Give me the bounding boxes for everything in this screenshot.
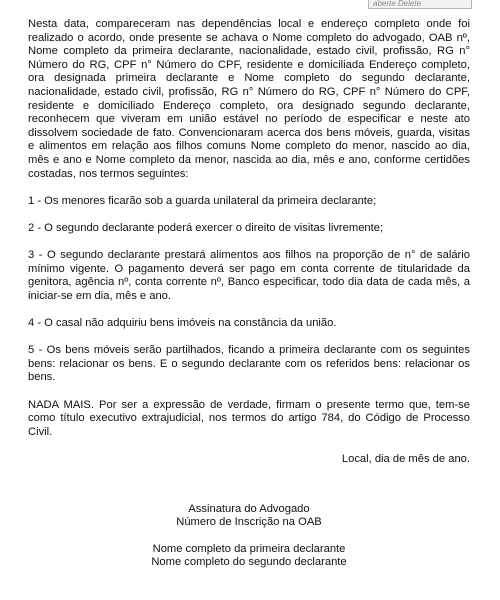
clause-5: 5 - Os bens móveis serão partilhados, ficando a primeira declarante com os seguintes bens: relacionar os bens. E o segundo declarante com os referidos bens: relacionar os bens. xyxy=(28,344,470,384)
clause-2: 2 - O segundo declarante poderá exercer o direito de visitas livremente; xyxy=(28,221,384,234)
declarants-signature-block xyxy=(28,543,470,570)
intro-paragraph: Nesta data, compareceram nas dependências local e endereço completo onde foi realizado o acordo, onde presente se achava o Nome completo do advogado, OAB nº, Nome completo da primeira declarante, nacionalidade, estado civil, profissão, RG n° Número do RG, CPF n° Número do CPF, residente e domiciliada Endereço completo, ora designada primeira declarante e Nome completo do segundo declarante, nacionalidade, estado civil, profissão, RG n° Número do RG, CPF n° Número do CPF, residente e domiciliado Endereço completo, ora designado segundo declarante, reconhecem que viveram em união estável no período de especificar e neste ato dissolvem sociedade de fato. Convencionaram acerca dos bens móveis, guarda, visitas e alimentos em relação aos filhos comuns Nome completo do menor, nascido ao dia, mês e ano e Nome completo da menor, nascida ao dia, mês e ano, conforme certidões costadas, nos termos seguintes: xyxy=(28,18,470,180)
second-declarant-name: Nome completo do segundo declarante xyxy=(151,556,347,569)
oab-number-line: Número de Inscrição na OAB xyxy=(176,516,322,529)
clause-1: 1 - Os menores ficarão sob a guarda unilateral da primeira declarante; xyxy=(28,194,377,207)
header-stamp: aberte Delete xyxy=(368,0,472,9)
place-date: Local, dia de mês de ano. xyxy=(341,453,470,465)
first-declarant-name: Nome completo da primeira declarante xyxy=(152,542,346,555)
closing-paragraph: NADA MAIS. Por ser a expressão de verdade, firmam o presente termo que, tem-se como título executivo extrajudicial, nos termos do artigo 784, do Código de Processo Civil. xyxy=(28,398,470,438)
clause-3: 3 - O segundo declarante prestará alimentos aos filhos na proporção de n° de salário mínimo vigente. O pagamento deverá ser pago em conta corrente de titularidade da genitora, agência nº, conta corrente nº, Banco especificar, todo dia data de cada mês, a iniciar-se em dia, mês e ano. xyxy=(28,249,470,302)
lawyer-signature-line: Assinatura do Advogado xyxy=(188,502,310,515)
clause-4: 4 - O casal não adquiriu bens imóveis na constância da união. xyxy=(28,317,337,330)
lawyer-signature-block xyxy=(28,503,470,530)
document-body xyxy=(28,18,470,570)
